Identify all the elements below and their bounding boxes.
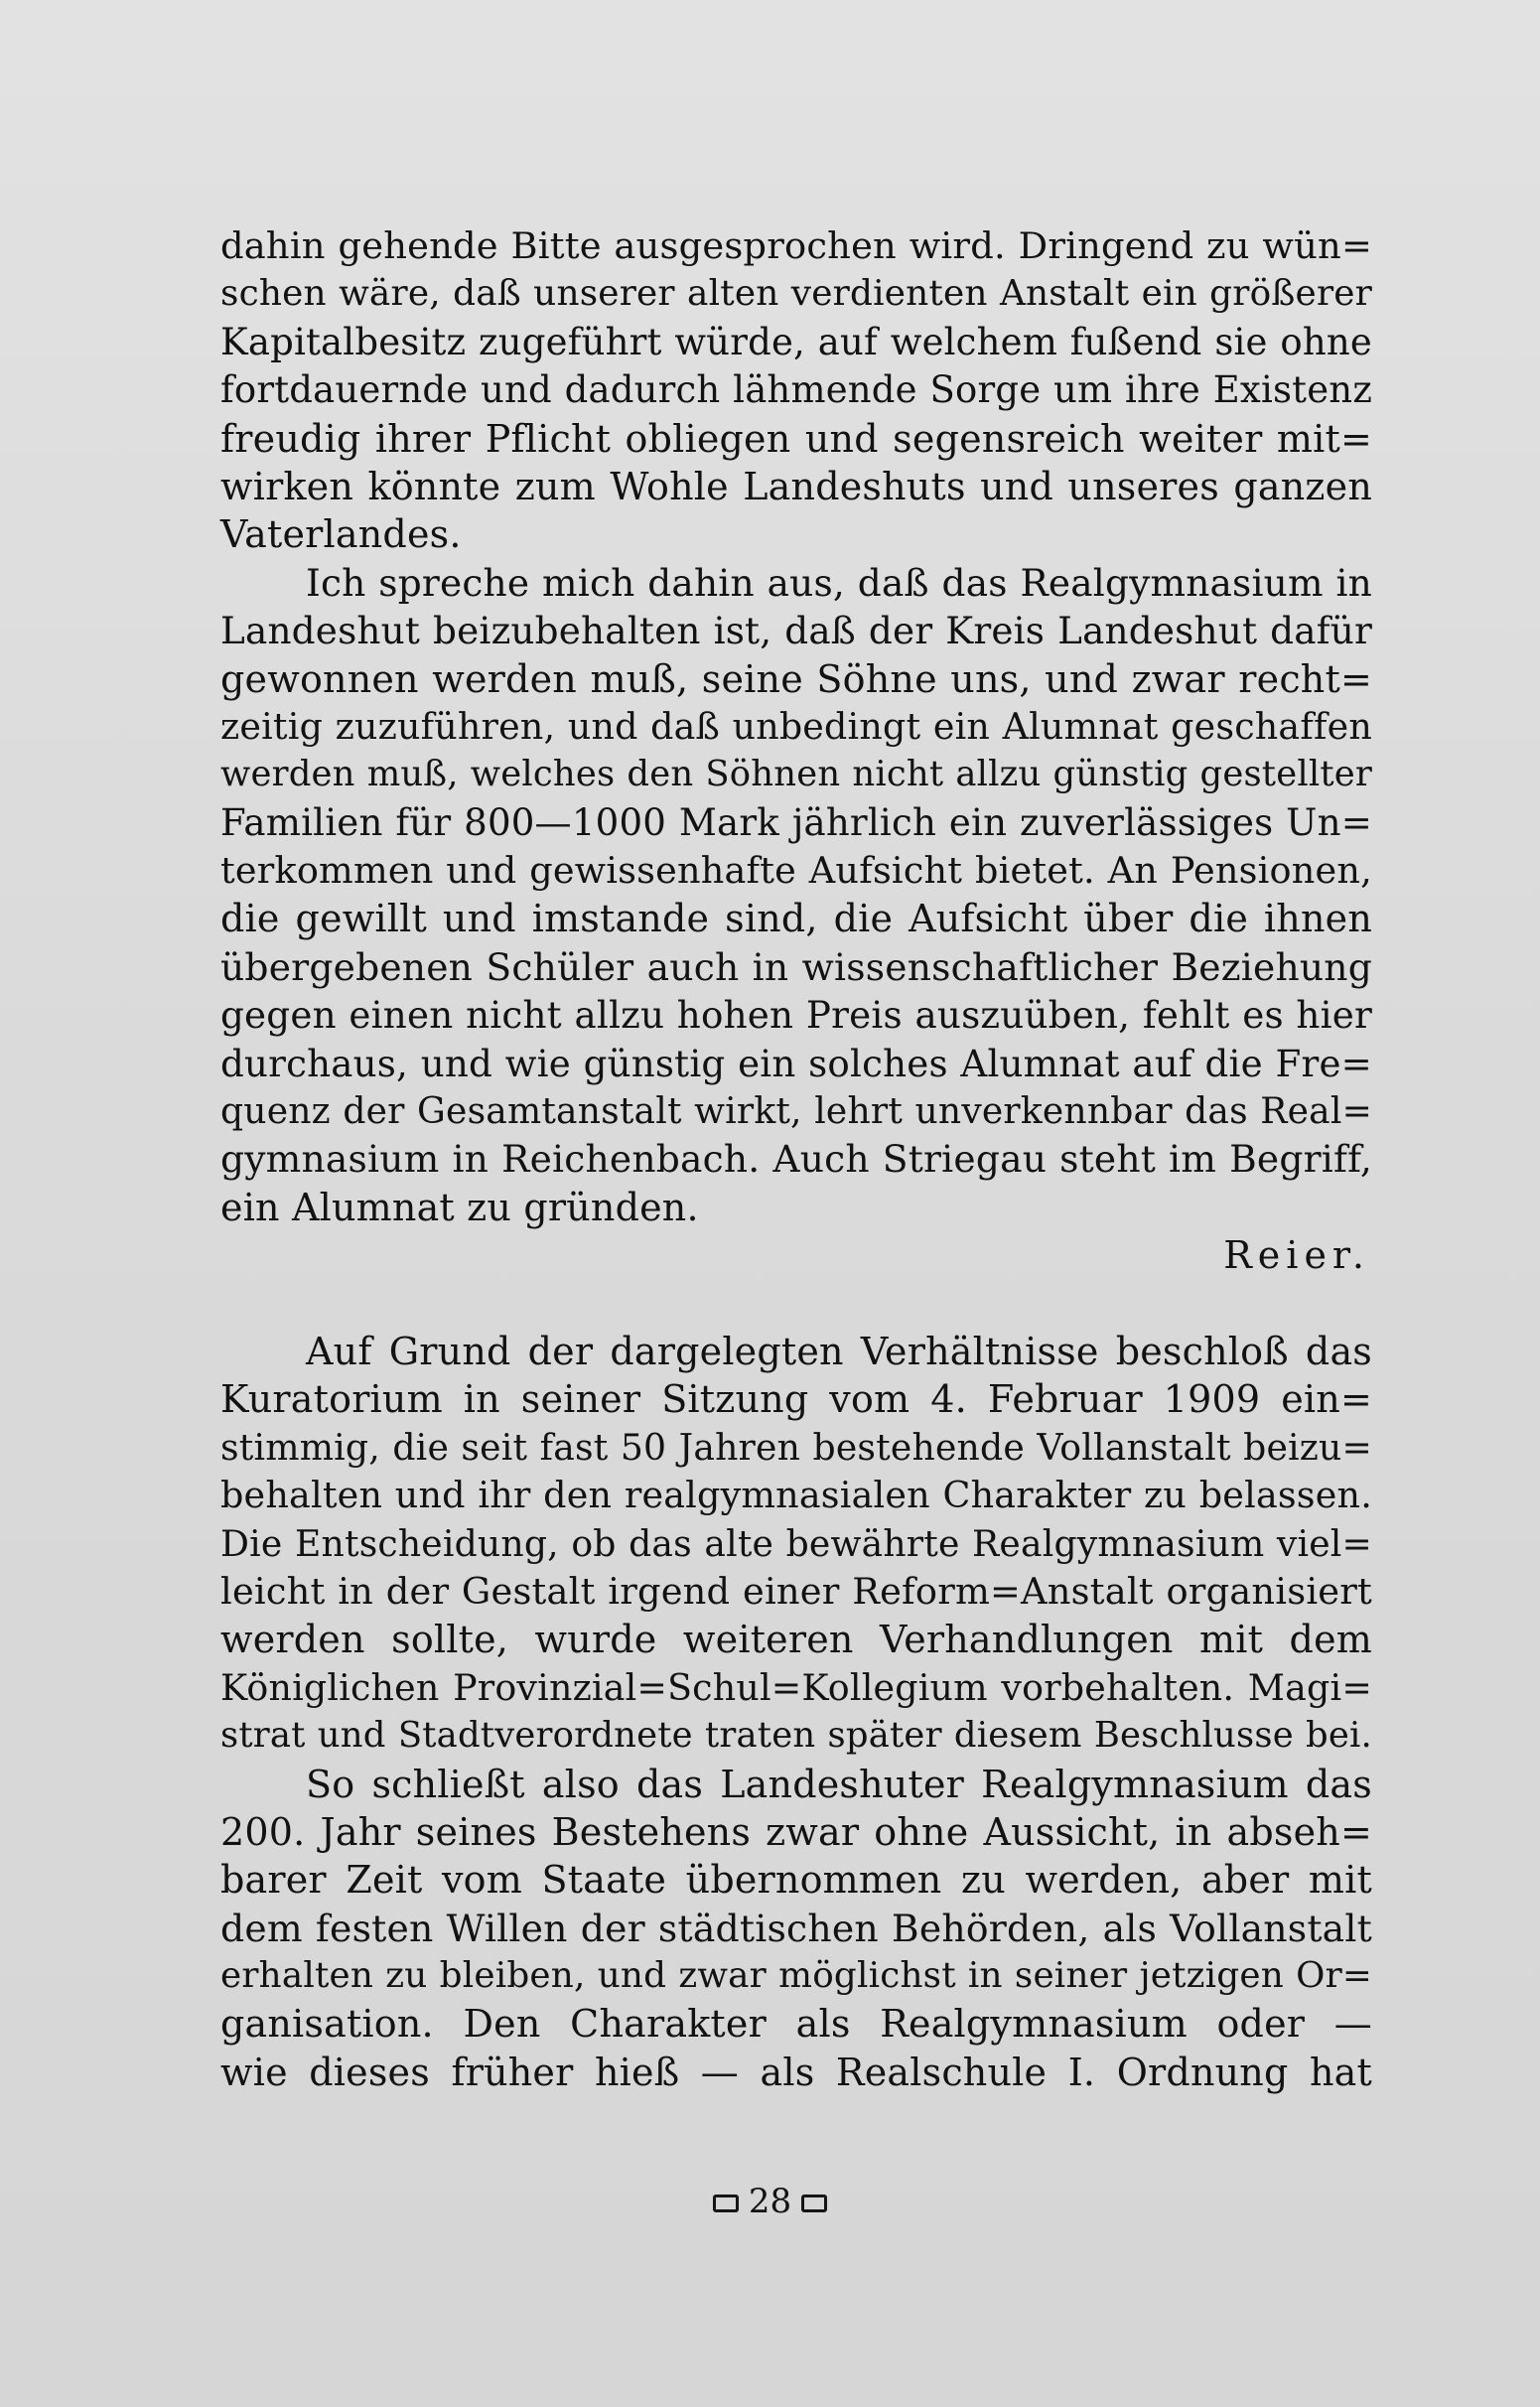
text-line: schen wäre, daß unserer alten verdienten Anstalt ein größerer xyxy=(220,273,1372,315)
paragraph-3 xyxy=(220,1328,1372,1761)
text-line: wie dieses früher hieß — als Realschule I. Ordnung hat xyxy=(220,2050,1372,2094)
text-line: Ich spreche mich dahin aus, daß das Realgymnasium in xyxy=(306,560,1372,605)
text-line: gymnasium in Reichenbach. Auch Striegau steht im Begriff, xyxy=(220,1137,1372,1182)
text-line: die gewillt und imstande sind, die Aufsicht über die ihnen xyxy=(220,897,1372,941)
text-line: Auf Grund der dargelegten Verhältnisse beschloß das xyxy=(306,1329,1372,1373)
text-line: leicht in der Gestalt irgend einer Reform=Anstalt organisiert xyxy=(220,1569,1372,1613)
text-line: 200. Jahr seines Bestehens zwar ohne Aussicht, in abseh= xyxy=(220,1809,1372,1854)
page-number: 28 xyxy=(748,2182,792,2221)
text-line: Familien für 800—1000 Mark jährlich ein zuverlässiges Un= xyxy=(220,800,1372,844)
text-line: werden sollte, wurde weiteren Verhandlungen mit dem xyxy=(220,1618,1372,1662)
text-line: zeitig zuzuführen, und daß unbedingt ein Alumnat geschaffen xyxy=(220,704,1372,748)
author-signature: Reier. xyxy=(1223,1233,1370,1278)
text-line: So schließt also das Landeshuter Realgymnasium das xyxy=(306,1762,1372,1806)
text-line: behalten und ihr den realgymnasialen Charakter zu belassen. xyxy=(220,1474,1372,1517)
page-footer xyxy=(0,2180,1540,2223)
text-line: terkommen und gewissenhafte Aufsicht bietet. An Pensionen, xyxy=(220,849,1372,893)
text-line: dahin gehende Bitte ausgesprochen wird. Dringend zu wün= xyxy=(220,224,1372,267)
text-line: Die Entscheidung, ob das alte bewährte Realgymnasium viel= xyxy=(220,1521,1372,1565)
text-line: freudig ihrer Pflicht obliegen und segensreich weiter mit= xyxy=(220,416,1372,461)
text-line: fortdauernde und dadurch lähmende Sorge um ihre Existenz xyxy=(220,368,1372,412)
text-line: Vaterlandes. xyxy=(220,512,462,557)
text-line: gegen einen nicht allzu hohen Preis auszuüben, fehlt es hier xyxy=(220,993,1372,1038)
text-line: ein Alumnat zu gründen. xyxy=(220,1185,699,1229)
body-text xyxy=(220,222,1372,2096)
text-line: dem festen Willen der städtischen Behörden, als Vollanstalt xyxy=(220,1906,1372,1950)
text-line: stimmig, die seit fast 50 Jahren bestehende Vollanstalt beizu= xyxy=(220,1425,1372,1469)
text-line: durchaus, und wie günstig ein solches Alumnat auf die Fre= xyxy=(220,1041,1372,1085)
text-line: Landeshut beizubehalten ist, daß der Kreis Landeshut dafür xyxy=(220,609,1372,653)
square-bracket-box-icon xyxy=(713,2195,739,2212)
text-line: werden muß, welches den Söhnen nicht allzu günstig gestellter xyxy=(220,754,1372,795)
text-line: Königlichen Provinzial=Schul=Kollegium vorbehalten. Magi= xyxy=(220,1665,1372,1709)
paragraph-1 xyxy=(220,222,1372,559)
text-line: barer Zeit vom Staate übernommen zu werden, aber mit xyxy=(220,1858,1372,1903)
text-line: Kapitalbesitz zugeführt würde, auf welchem fußend sie ohne xyxy=(220,320,1372,363)
paragraph-2 xyxy=(220,559,1372,1231)
text-line: erhalten zu bleiben, und zwar möglichst in seiner jetzigen Or= xyxy=(220,1955,1372,1997)
square-bracket-box-icon xyxy=(801,2195,827,2212)
text-line: gewonnen werden muß, seine Söhne uns, und zwar recht= xyxy=(220,656,1372,701)
paragraph-4 xyxy=(220,1761,1372,2097)
text-line: strat und Stadtverordnete traten später diesem Beschlusse bei. xyxy=(220,1715,1372,1757)
paragraph-gap xyxy=(220,1280,1372,1328)
text-line: ganisation. Den Charakter als Realgymnasium oder — xyxy=(220,2002,1372,2047)
text-line: wirken könnte zum Wohle Landeshuts und unseres ganzen xyxy=(220,464,1372,508)
text-line: übergebenen Schüler auch in wissenschaftlicher Beziehung xyxy=(220,944,1372,989)
text-line: Kuratorium in seiner Sitzung vom 4. Februar 1909 ein= xyxy=(220,1377,1372,1422)
text-line: quenz der Gesamtanstalt wirkt, lehrt unverkennbar das Real= xyxy=(220,1090,1372,1133)
